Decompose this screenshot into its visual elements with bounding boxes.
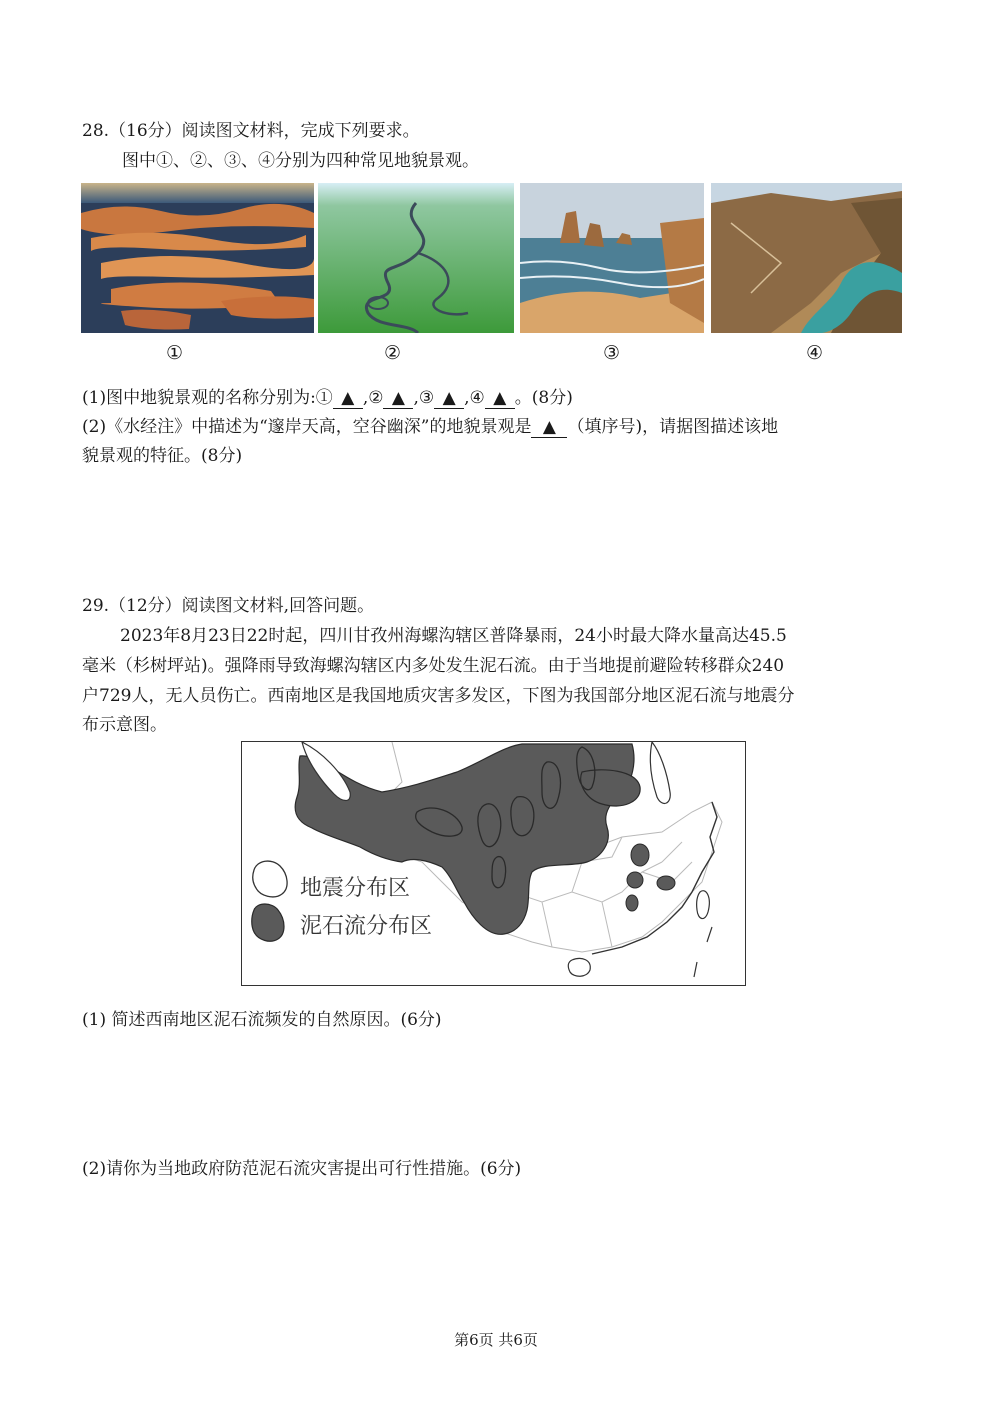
q29-para-line-1: 2023年8月23日22时起，四川甘孜州海螺沟辖区普降暴雨，24小时最大降水量高达45.5	[120, 626, 787, 646]
q29-header: 29.（12分）阅读图文材料,回答问题。	[82, 596, 375, 616]
q29-sub2: (2)请你为当地政府防范泥石流灾害提出可行性措施。(6分)	[82, 1159, 522, 1179]
q29-para-line-2: 毫米（杉树坪站)。强降雨导致海螺沟辖区内多处发生泥石流。由于当地提前避险转移群众240	[82, 656, 785, 676]
photo-label-2: ②	[384, 342, 402, 364]
debris-flow-legend-icon	[252, 904, 284, 941]
answer-blank-5[interactable]: ▲	[531, 417, 567, 438]
q29-para-line-4: 布示意图。	[82, 715, 167, 735]
page-footer: 第6页 共6页	[454, 1331, 538, 1349]
sea-stack-icon	[520, 183, 704, 333]
landform-photo-3	[520, 183, 704, 333]
answer-blank-3[interactable]: ▲	[434, 388, 464, 409]
landform-photo-2	[318, 183, 514, 333]
landform-photo-1	[81, 183, 314, 333]
q28-sub2: (2)《水经注》中描述为“邃岸天高，空谷幽深”的地貌景观是 ▲ （填序号)，请据图描述该地	[82, 417, 779, 437]
answer-blank-1[interactable]: ▲	[333, 388, 363, 409]
answer-blank-2[interactable]: ▲	[383, 388, 413, 409]
q28-sub2-line2: 貌景观的特征。(8分)	[82, 446, 243, 466]
photo-label-4: ④	[806, 342, 824, 364]
hazard-distribution-map	[241, 741, 746, 986]
earthquake-legend-icon	[253, 861, 287, 897]
meandering-river-icon	[318, 183, 514, 333]
legend-earthquake-label: 地震分布区	[300, 876, 411, 901]
wind-eroded-terrain-icon	[81, 183, 314, 333]
landform-photo-4	[711, 183, 902, 333]
q29-para-line-3: 户729人，无人员伤亡。西南地区是我国地质灾害多发区，下图为我国部分地区泥石流与地震分	[82, 686, 795, 706]
answer-blank-4[interactable]: ▲	[485, 388, 515, 409]
q28-sub1: (1)图中地貌景观的名称分别为:① ▲ ,② ▲ ,③ ▲ ,④ ▲ 。(8分)	[82, 388, 573, 408]
river-gorge-icon	[711, 183, 902, 333]
photo-label-3: ③	[603, 342, 621, 364]
legend-debris-flow-label: 泥石流分布区	[300, 914, 433, 939]
q28-intro: 图中①、②、③、④分别为四种常见地貌景观。	[122, 151, 479, 171]
china-map-icon	[242, 742, 745, 985]
photo-label-1: ①	[166, 342, 184, 364]
q28-header: 28.（16分）阅读图文材料，完成下列要求。	[82, 121, 420, 141]
q29-sub1: (1) 简述西南地区泥石流频发的自然原因。(6分)	[82, 1010, 442, 1030]
